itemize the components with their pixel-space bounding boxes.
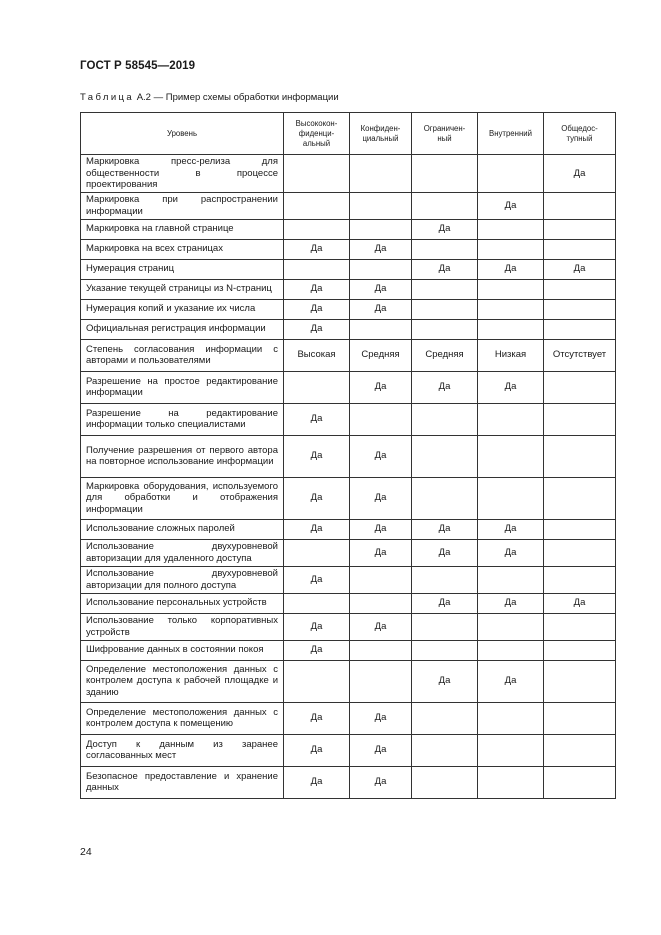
row-label: Использование персональных устройств <box>81 593 284 613</box>
cell-value: Да <box>478 539 544 566</box>
cell-value: Да <box>544 593 616 613</box>
row-label: Доступ к данным из заранее согласованных мест <box>81 734 284 766</box>
cell-value <box>412 403 478 435</box>
cell-value <box>544 660 616 702</box>
cell-value <box>544 613 616 640</box>
row-label: Разрешение на редактирование информации только специалистами <box>81 403 284 435</box>
cell-value: Да <box>284 239 350 259</box>
cell-value <box>412 239 478 259</box>
cell-value <box>412 192 478 219</box>
cell-value <box>412 702 478 734</box>
cell-value: Да <box>284 519 350 539</box>
cell-value: Да <box>350 371 412 403</box>
row-label: Маркировка при распространении информации <box>81 192 284 219</box>
table-row <box>81 477 616 519</box>
cell-value: Да <box>284 279 350 299</box>
cell-value <box>478 319 544 339</box>
row-label: Использование только корпоративных устройств <box>81 613 284 640</box>
cell-value <box>544 477 616 519</box>
cell-value: Да <box>412 519 478 539</box>
table-caption <box>80 92 339 103</box>
cell-value <box>412 435 478 477</box>
row-label: Определение местоположения данных с контролем доступа к помещению <box>81 702 284 734</box>
column-header: Общедос- тупный <box>544 113 616 155</box>
table-row <box>81 660 616 702</box>
cell-value <box>544 734 616 766</box>
cell-value <box>350 155 412 193</box>
cell-value <box>478 435 544 477</box>
cell-value <box>544 192 616 219</box>
cell-value <box>478 766 544 798</box>
column-header: Конфиден- циальный <box>350 113 412 155</box>
cell-value <box>350 403 412 435</box>
row-label: Получение разрешения от первого автора на повторное использование информации <box>81 435 284 477</box>
table-row <box>81 593 616 613</box>
cell-value <box>544 539 616 566</box>
cell-value: Да <box>284 566 350 593</box>
cell-value: Да <box>412 660 478 702</box>
cell-value: Да <box>350 435 412 477</box>
cell-value: Высокая <box>284 339 350 371</box>
table-header-row <box>81 113 616 155</box>
row-label: Безопасное предоставление и хранение данных <box>81 766 284 798</box>
table-row <box>81 319 616 339</box>
cell-value <box>478 299 544 319</box>
cell-value <box>478 155 544 193</box>
cell-value: Да <box>412 371 478 403</box>
table-row <box>81 219 616 239</box>
cell-value: Да <box>350 279 412 299</box>
row-label: Указание текущей страницы из N-страниц <box>81 279 284 299</box>
processing-scheme-table <box>80 112 616 799</box>
cell-value <box>544 566 616 593</box>
cell-value <box>544 435 616 477</box>
cell-value <box>544 319 616 339</box>
row-label: Нумерация страниц <box>81 259 284 279</box>
cell-value <box>350 259 412 279</box>
cell-value: Да <box>350 519 412 539</box>
cell-value <box>544 640 616 660</box>
cell-value <box>478 613 544 640</box>
cell-value <box>412 319 478 339</box>
table-row <box>81 155 616 193</box>
cell-value <box>544 371 616 403</box>
cell-value: Да <box>284 319 350 339</box>
cell-value <box>350 660 412 702</box>
cell-value <box>544 239 616 259</box>
cell-value: Да <box>412 259 478 279</box>
table-row <box>81 435 616 477</box>
cell-value: Да <box>284 640 350 660</box>
row-label: Официальная регистрация информации <box>81 319 284 339</box>
cell-value: Да <box>284 613 350 640</box>
cell-value: Да <box>284 403 350 435</box>
column-header: Высококон- фиденци- альный <box>284 113 350 155</box>
cell-value <box>478 702 544 734</box>
cell-value <box>478 640 544 660</box>
table-row <box>81 259 616 279</box>
cell-value <box>412 566 478 593</box>
row-label: Нумерация копий и указание их числа <box>81 299 284 319</box>
table-row <box>81 239 616 259</box>
cell-value <box>412 155 478 193</box>
row-label: Использование двухуровневой авторизации для удаленного доступа <box>81 539 284 566</box>
table-row <box>81 766 616 798</box>
table-row <box>81 613 616 640</box>
cell-value: Да <box>284 435 350 477</box>
cell-value <box>284 371 350 403</box>
cell-value: Да <box>350 299 412 319</box>
cell-value: Да <box>544 155 616 193</box>
cell-value: Средняя <box>412 339 478 371</box>
cell-value <box>350 593 412 613</box>
cell-value <box>544 219 616 239</box>
cell-value: Да <box>284 766 350 798</box>
cell-value <box>284 539 350 566</box>
cell-value <box>544 299 616 319</box>
cell-value: Да <box>478 192 544 219</box>
row-label: Определение местоположения данных с контролем доступа к рабочей площадке и зданию <box>81 660 284 702</box>
cell-value <box>284 660 350 702</box>
row-label: Маркировка оборудования, используемого для обработки и отображения информации <box>81 477 284 519</box>
cell-value <box>478 477 544 519</box>
cell-value: Да <box>350 239 412 259</box>
cell-value: Да <box>412 593 478 613</box>
cell-value: Да <box>478 371 544 403</box>
column-header-level: Уровень <box>81 113 284 155</box>
cell-value <box>350 219 412 239</box>
cell-value <box>544 766 616 798</box>
table-row <box>81 192 616 219</box>
row-label: Разрешение на простое редактирование информации <box>81 371 284 403</box>
cell-value: Да <box>350 766 412 798</box>
cell-value <box>544 403 616 435</box>
cell-value: Отсутствует <box>544 339 616 371</box>
cell-value <box>284 593 350 613</box>
cell-value: Да <box>544 259 616 279</box>
cell-value <box>284 219 350 239</box>
cell-value <box>412 640 478 660</box>
cell-value <box>478 279 544 299</box>
cell-value <box>412 477 478 519</box>
cell-value <box>350 319 412 339</box>
cell-value <box>412 766 478 798</box>
cell-value: Да <box>350 539 412 566</box>
cell-value <box>284 259 350 279</box>
table-row <box>81 339 616 371</box>
cell-value: Да <box>412 219 478 239</box>
cell-value: Да <box>284 702 350 734</box>
cell-value: Да <box>478 519 544 539</box>
row-label: Маркировка пресс-релиза для общественности в процессе проектирования <box>81 155 284 193</box>
column-header: Ограничен- ный <box>412 113 478 155</box>
cell-value: Да <box>478 259 544 279</box>
table-row <box>81 640 616 660</box>
column-header: Внутренний <box>478 113 544 155</box>
cell-value: Да <box>350 734 412 766</box>
cell-value <box>478 239 544 259</box>
cell-value: Низкая <box>478 339 544 371</box>
cell-value <box>478 219 544 239</box>
cell-value: Да <box>478 593 544 613</box>
table-row <box>81 519 616 539</box>
cell-value: Да <box>350 477 412 519</box>
page-number: 24 <box>80 846 92 858</box>
cell-value: Да <box>412 539 478 566</box>
row-label: Использование сложных паролей <box>81 519 284 539</box>
cell-value: Да <box>478 660 544 702</box>
table-row <box>81 371 616 403</box>
table-row <box>81 299 616 319</box>
cell-value <box>478 566 544 593</box>
table-row <box>81 734 616 766</box>
cell-value <box>284 192 350 219</box>
cell-value <box>412 613 478 640</box>
cell-value: Да <box>284 734 350 766</box>
table-row <box>81 279 616 299</box>
cell-value <box>412 299 478 319</box>
cell-value <box>478 403 544 435</box>
table-row <box>81 539 616 566</box>
table-body <box>81 155 616 799</box>
cell-value: Да <box>350 613 412 640</box>
row-label: Степень согласования информации с авторами и пользователями <box>81 339 284 371</box>
cell-value <box>284 155 350 193</box>
cell-value <box>350 192 412 219</box>
cell-value <box>350 566 412 593</box>
cell-value <box>412 279 478 299</box>
table-row <box>81 702 616 734</box>
table-row <box>81 566 616 593</box>
cell-value: Средняя <box>350 339 412 371</box>
cell-value <box>544 702 616 734</box>
cell-value: Да <box>350 702 412 734</box>
caption-text: А.2 — Пример схемы обработки информации <box>134 92 339 103</box>
caption-prefix: Таблица <box>80 92 135 103</box>
row-label: Использование двухуровневой авторизации для полного доступа <box>81 566 284 593</box>
cell-value <box>544 279 616 299</box>
cell-value: Да <box>284 477 350 519</box>
cell-value <box>478 734 544 766</box>
row-label: Маркировка на главной странице <box>81 219 284 239</box>
document-id: ГОСТ Р 58545—2019 <box>80 60 196 72</box>
row-label: Шифрование данных в состоянии покоя <box>81 640 284 660</box>
cell-value <box>544 519 616 539</box>
table-row <box>81 403 616 435</box>
cell-value: Да <box>284 299 350 319</box>
row-label: Маркировка на всех страницах <box>81 239 284 259</box>
cell-value <box>412 734 478 766</box>
cell-value <box>350 640 412 660</box>
